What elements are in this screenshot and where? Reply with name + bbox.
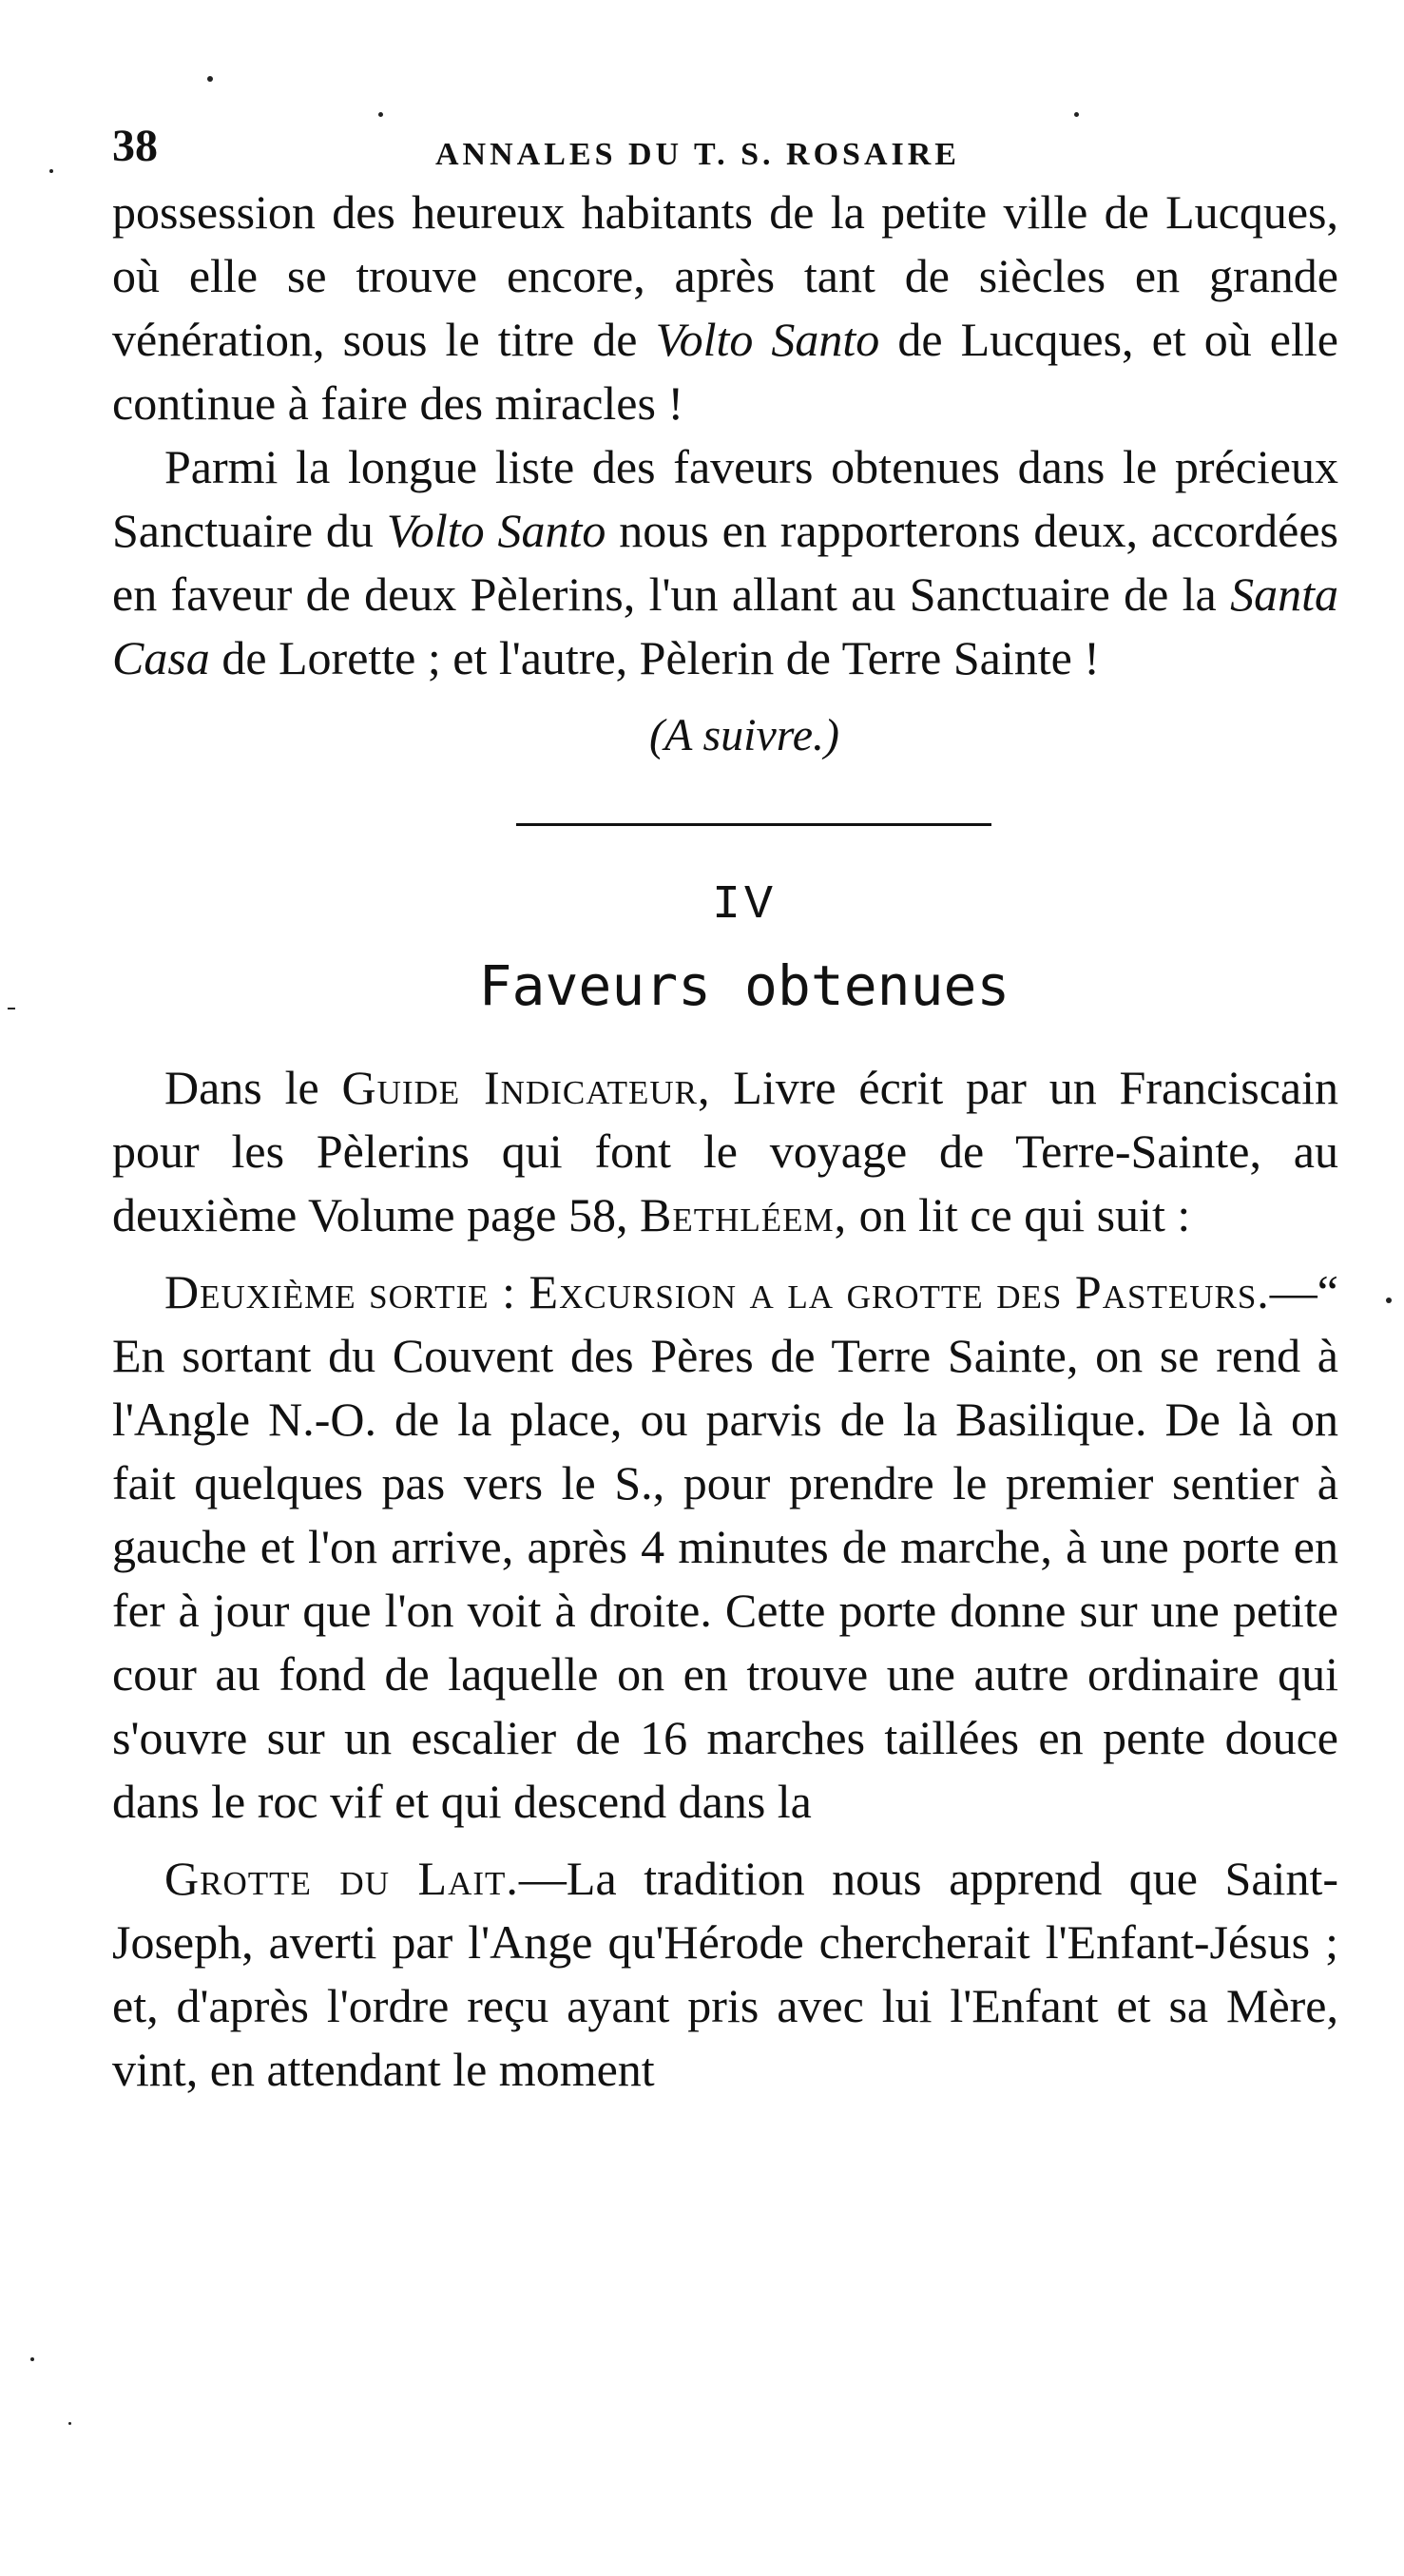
scan-speck (1074, 112, 1079, 117)
para-smallcaps: Deuxième sortie : Excursion a la grotte des Pasteurs. (164, 1265, 1270, 1318)
para-text: Dans le (164, 1061, 342, 1114)
para-smallcaps: Grotte du Lait. (164, 1852, 519, 1905)
para-text: de Lucques, et où elle continue à faire des miracles ! (112, 313, 1338, 430)
running-head (112, 105, 1338, 181)
scan-speck (1386, 1298, 1392, 1303)
paragraph-grotto (112, 1847, 1338, 2102)
para-text: nous en rapporterons deux, accordées en faveur de deux Pèlerins, l'un allant au Sanctuaire de la (112, 504, 1338, 621)
scan-speck (49, 169, 53, 173)
para-text: Livre écrit par un Franciscain pour les Pèlerins qui font le voyage de Terre-Sainte, au deuxième Volume page 58, (112, 1061, 1338, 1241)
scan-speck (30, 2357, 34, 2361)
para-italic: Volto Santo (386, 504, 606, 557)
para-text: Parmi la longue liste des faveurs obtenues dans le précieux Sanctuaire du (112, 440, 1338, 557)
para-italic: Volto Santo (655, 313, 880, 366)
running-title: ANNALES DU T. S. ROSAIRE (435, 137, 960, 172)
section-title: Faveurs obtenues (478, 953, 1010, 1018)
to-be-continued: (A suivre.) (649, 710, 839, 760)
paragraph-favours (112, 435, 1338, 690)
scan-speck (207, 76, 213, 82)
scan-speck (378, 112, 383, 117)
spacer (112, 1247, 1338, 1260)
scan-speck (68, 2422, 71, 2425)
section-number: IV (711, 878, 777, 932)
para-text: —La tradition nous apprend que Saint-Joseph, averti par l'Ange qu'Hérode chercherait l'Enfant-Jésus ; et, d'après l'ordre reçu ayant pris avec lui l'Enfant et sa Mère, vint, en attendant le moment (112, 1852, 1338, 2096)
para-text: on lit ce qui suit : (847, 1188, 1191, 1241)
spacer (112, 1834, 1338, 1847)
page-number: 38 (112, 121, 158, 171)
section-divider (516, 823, 991, 826)
para-italic: Santa Casa (112, 567, 1338, 684)
para-smallcaps: Guide Indicateur, (341, 1061, 711, 1114)
para-text: possession des heureux habitants de la petite ville de Lucques, où elle se trouve encore, après tant de siècles en grande vénération, sous le titre de (112, 185, 1338, 366)
para-text: de Lorette ; et l'autre, Pèlerin de Terre Sainte ! (209, 631, 1100, 684)
scan-speck (8, 1008, 15, 1009)
para-smallcaps: Bethléem, (639, 1188, 848, 1241)
paragraph-continuation (112, 181, 1338, 435)
paragraph-excursion (112, 1260, 1338, 1834)
para-text: —“ En sortant du Couvent des Pères de Terre Sainte, on se rend à l'Angle N.-O. de la place, ou parvis de la Basilique. De là on fait quelques pas vers le S., pour prendre le premier sentier à gauche et l'on arrive, après 4 minutes de marche, à une porte en fer à jour que l'on voit à droite. Cette porte donne sur une petite cour au fond de laquelle on en trouve une autre ordinaire qui s'ouvre sur un escalier de 16 marches taillées en pente douce dans le roc vif et qui descend dans la (112, 1265, 1338, 1828)
paragraph-guide (112, 1056, 1338, 1247)
page (112, 105, 1338, 2102)
